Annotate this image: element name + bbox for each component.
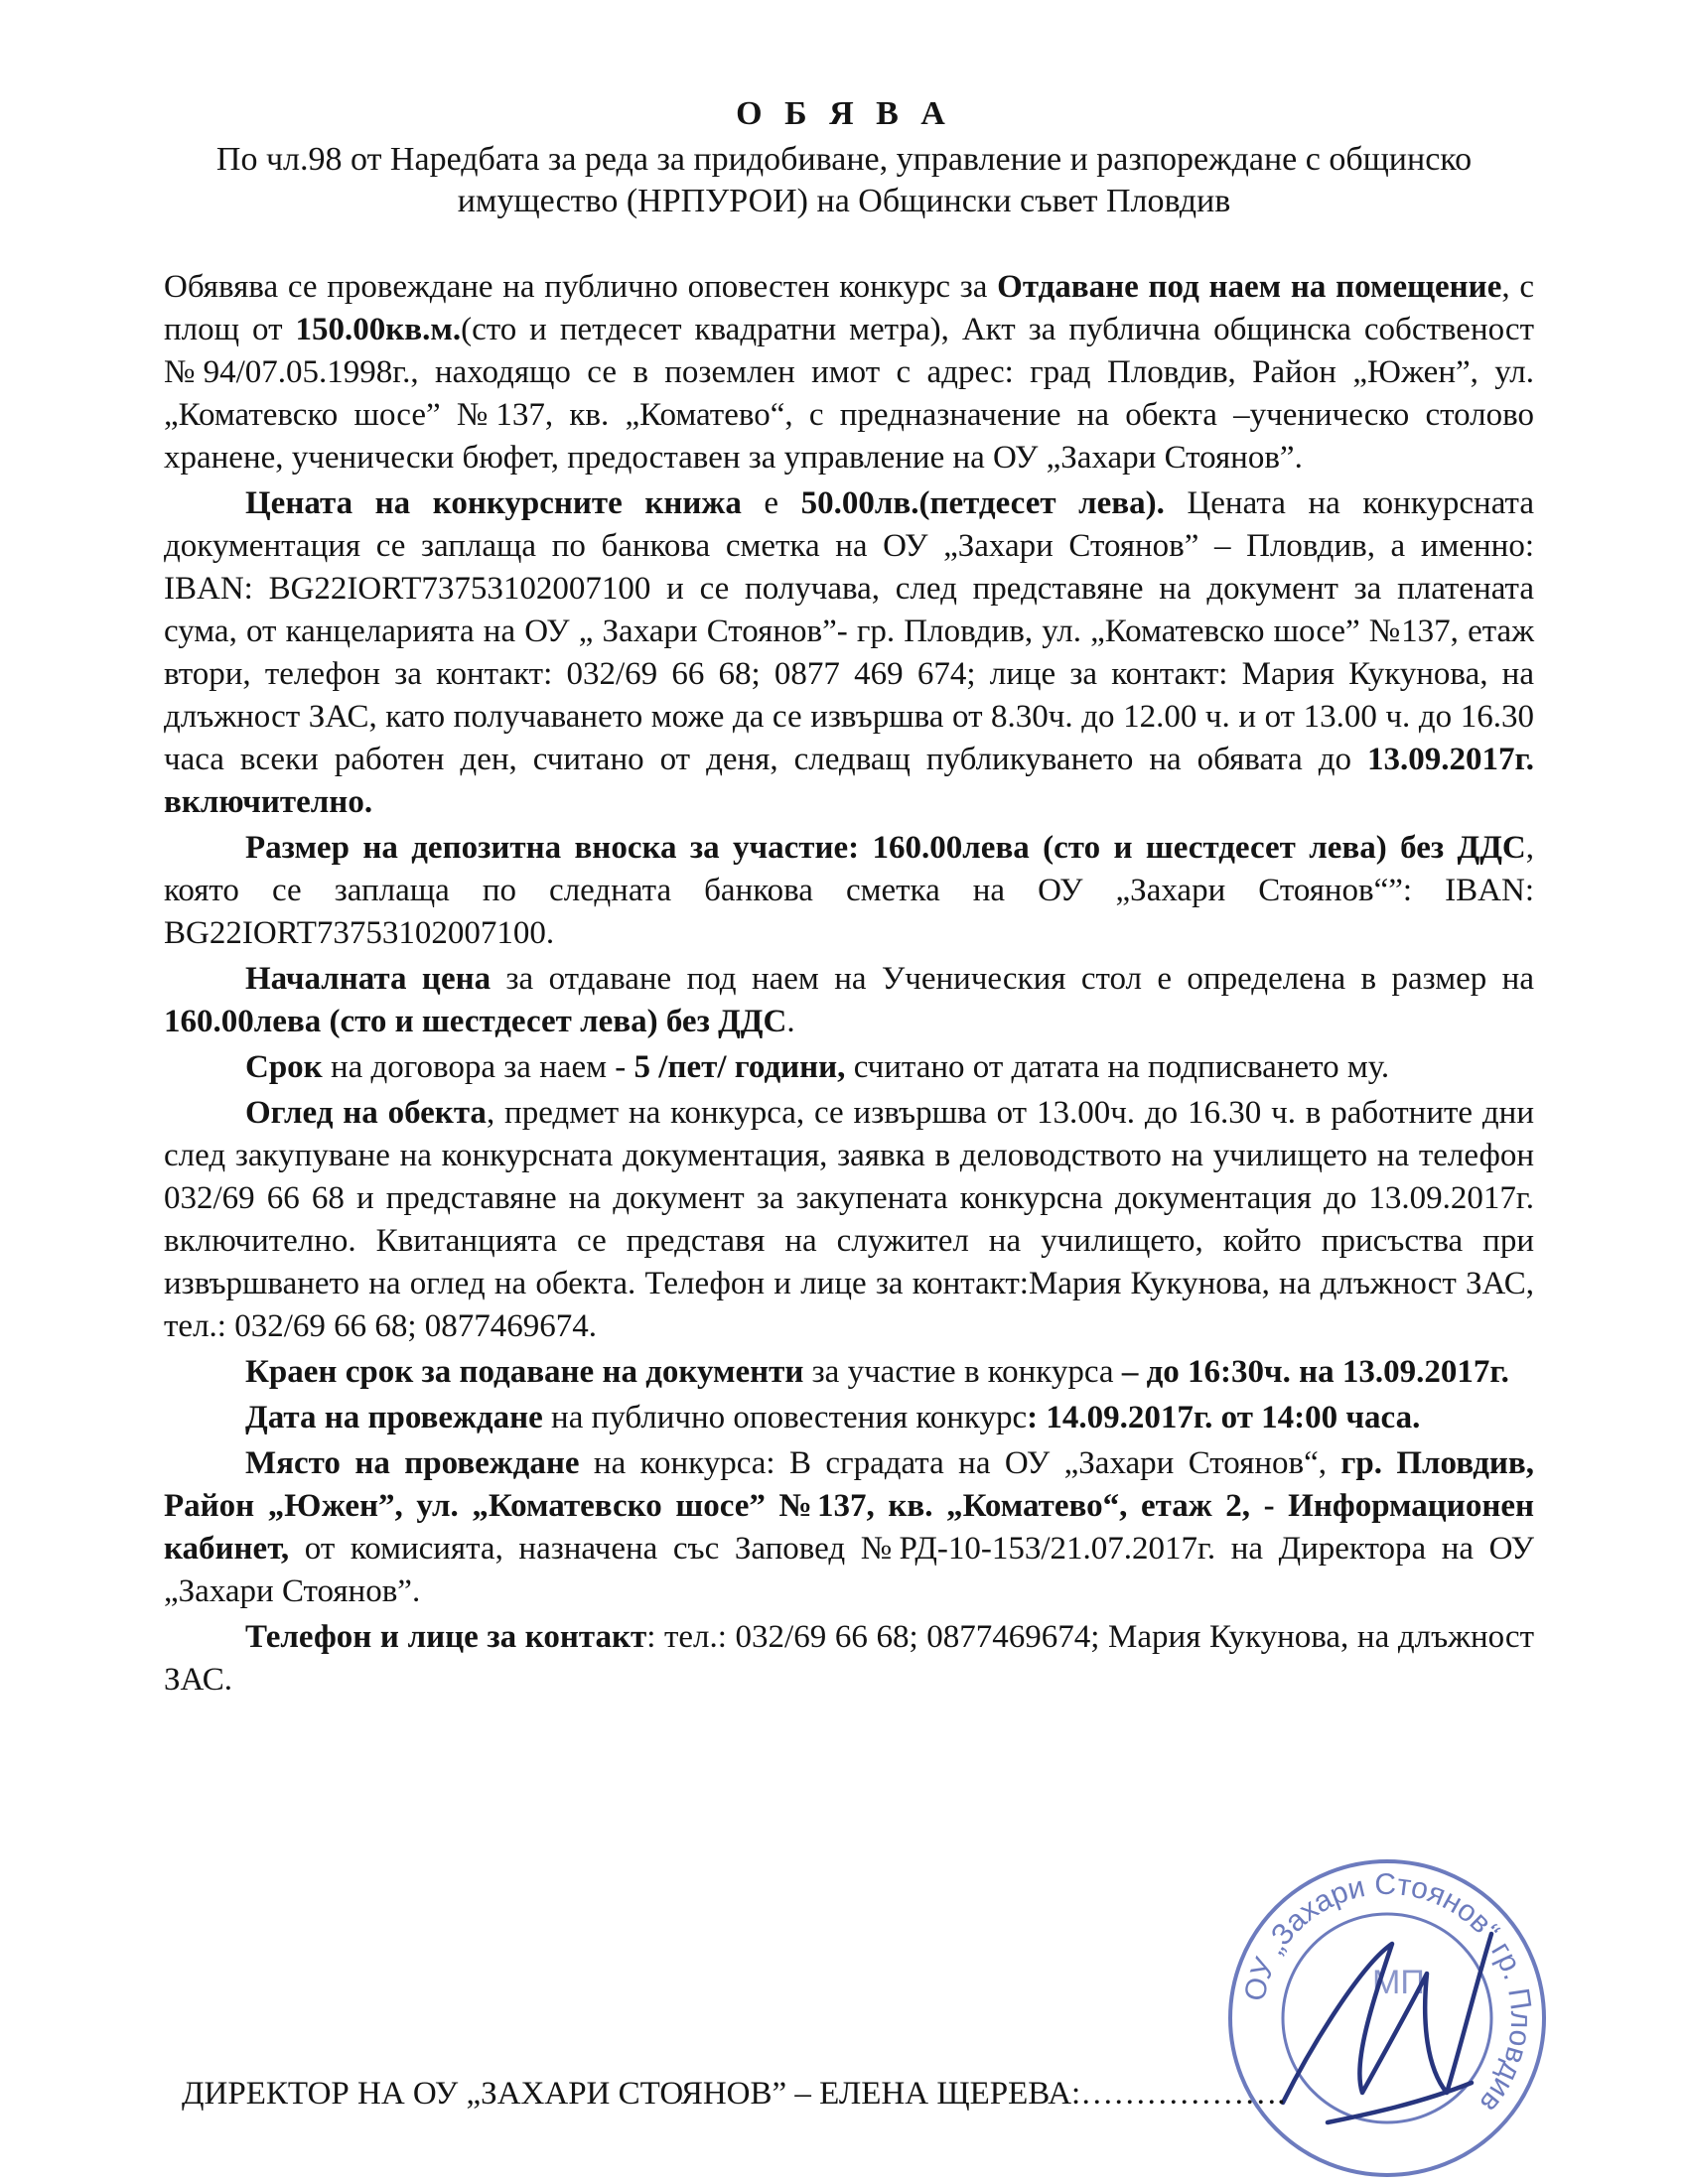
director-signature-line: ДИРЕКТОР НА ОУ „ЗАХАРИ СТОЯНОВ” – ЕЛЕНА ЩЕРЕВА:………………. xyxy=(182,2076,1286,2112)
stamp-center-text: МП xyxy=(1372,1964,1425,2001)
text-run-bold: Място на провеждане xyxy=(245,1445,580,1481)
document-title: О Б Я В А xyxy=(736,95,952,132)
text-run: , предмет на конкурса, се извършва от 13.00ч. до 16.30 ч. в работните дни след закупуване на конкурсната документация, заявка в деловодството на училището на телефон 032/69 66 68 и представяне на документ за закупената конкурсна документация до 13.09.2017г. включително. Квитанцията се представя на служител на училището, който присъства при извършването на оглед на обекта. Телефон и лице за контакт:Мария Кукунова, на длъжност ЗАС, тел.: 032/69 66 68; 0877469674. xyxy=(164,1095,1534,1344)
text-run: (сто и петдесет квадратни метра), Акт за публична общинска собственост №94/07.05.1998г., находящо се в поземлен имот с адрес: град Пловдив, Район „Южен”, ул. „Коматевско шосе” №137, кв. „Коматево“, с предназначение на обекта –ученическо столово хранене, ученически бюфет, предоставен за управление на ОУ „Захари Стоянов”. xyxy=(164,312,1534,476)
text-run-bold: 13.09.2017г. включително. xyxy=(164,742,1534,820)
text-run: е xyxy=(741,485,801,521)
paragraph-contact xyxy=(164,1616,1534,1702)
text-run-bold: Срок xyxy=(245,1049,323,1085)
document-body xyxy=(164,266,1534,1705)
text-run-bold: Телефон и лице за контакт xyxy=(245,1619,647,1655)
paragraph-site-inspection xyxy=(164,1092,1534,1348)
text-run-bold: 150.00кв.м. xyxy=(295,312,462,347)
text-run-bold: – до 16:30ч. на 13.09.2017г. xyxy=(1121,1354,1509,1390)
document-subtitle: По чл.98 от Наредбата за реда за придобиване, управление и разпореждане с общинско имущество (НРПУРОИ) на Общински съвет Пловдив xyxy=(215,141,1473,219)
text-run: на договора за наем - xyxy=(322,1049,634,1085)
paragraph-competition-date xyxy=(164,1397,1534,1439)
paragraph-venue xyxy=(164,1442,1534,1613)
text-run-bold: гр. Пловдив, Район „Южен”, ул. „Коматевско шосе” №137, кв. „Коматево“, етаж 2, - Информационен кабинет, xyxy=(164,1445,1535,1567)
paragraph-deadline xyxy=(164,1351,1534,1394)
text-run-bold: Началната цена xyxy=(245,961,492,997)
text-run-bold: Размер на депозитна вноска за участие: 160.00лева (сто и шестдесет лева) без ДДС xyxy=(245,830,1526,866)
text-run: . xyxy=(786,1004,795,1039)
text-run: считано от датата на подписването му. xyxy=(845,1049,1390,1085)
text-run-bold: 50.00лв.(петдесет лева). xyxy=(800,485,1165,521)
text-run: за отдаване под наем на Ученическия стол е определена в размер на xyxy=(491,961,1534,997)
text-run: Цената на конкурсната документация се заплаща по банкова сметка на ОУ „Захари Стоянов” – Пловдив, а именно: IBAN: BG22IORT73753102007100 и се получава, след представяне на документ за платената сума, от канцеларията на ОУ „ Захари Стоянов”- гр. Пловдив, ул. „Коматевско шосе” №137, етаж втори, телефон за контакт: 032/69 66 68; 0877 469 674; лице за контакт: Мария Кукунова, на длъжност ЗАС, като получаването може да се извършва от 8.30ч. до 12.00 ч. и от 13.00 ч. до 16.30 часа всеки работен ден, считано от деня, следващ публикуването на обявата до xyxy=(164,485,1534,777)
text-run-bold: Краен срок за подаване на документи xyxy=(245,1354,804,1390)
text-run-bold: Оглед на обекта xyxy=(245,1095,487,1131)
text-run: на публично оповестения конкурс xyxy=(542,1400,1028,1435)
text-run: : тел.: 032/69 66 68; 0877469674; Мария Кукунова, на длъжност ЗАС. xyxy=(164,1619,1535,1698)
paragraph-tender-price xyxy=(164,482,1534,824)
paragraph-contract-term xyxy=(164,1046,1534,1089)
text-run: , която се заплаща по следната банкова сметка на ОУ „Захари Стоянов“”: IBAN: BG22IORT73753102007100. xyxy=(164,830,1534,951)
text-run-bold: 160.00лева (сто и шестдесет лева) без ДДС xyxy=(164,1004,787,1039)
text-run-bold: : 14.09.2017г. от 14:00 часа. xyxy=(1027,1400,1421,1435)
text-run-bold: Цената на конкурсните книжа xyxy=(245,485,742,521)
school-stamp-with-signature xyxy=(1223,1854,1551,2182)
paragraph-deposit xyxy=(164,827,1534,955)
paragraph-starting-price xyxy=(164,958,1534,1043)
text-run: , с площ от xyxy=(164,269,1534,347)
text-run: Обявява се провеждане на публично оповестен конкурс за xyxy=(164,269,998,305)
text-run-bold: Отдаване под наем на помещение xyxy=(997,269,1502,305)
paragraph-announcement xyxy=(164,266,1534,479)
stamp-outer-ring xyxy=(1230,1861,1544,2175)
stamp-ring-text: ОУ „Захари Стоянов“ гр. Пловдив xyxy=(1238,1867,1538,2119)
text-run: за участие в конкурса xyxy=(803,1354,1122,1390)
text-run-bold: Дата на провеждане xyxy=(245,1400,543,1435)
text-run: на конкурса: В сградата на ОУ „Захари Стоянов“, xyxy=(579,1445,1341,1481)
text-run-bold: 5 /пет/ години, xyxy=(633,1049,846,1085)
text-run: от комисията, назначена със Заповед №РД-10-153/21.07.2017г. на Директора на ОУ „Захари Стоянов”. xyxy=(164,1531,1534,1609)
